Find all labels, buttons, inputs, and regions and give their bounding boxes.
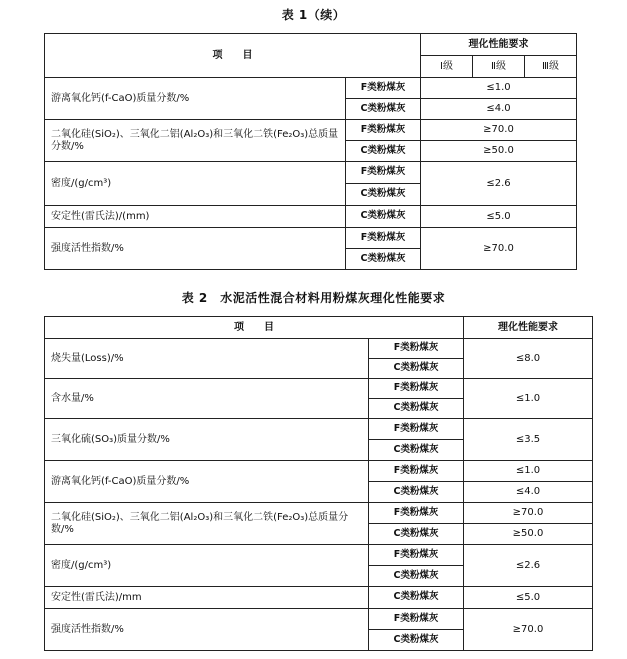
table2-class: C类粉煤灰: [369, 440, 464, 461]
table2-value: ≤3.5: [464, 419, 593, 461]
table2-class: F类粉煤灰: [369, 339, 464, 359]
table1-grade-1: Ⅰ级: [421, 56, 473, 78]
table1-item-density: 密度/(g/cm³): [45, 162, 346, 206]
table1-class: F类粉煤灰: [346, 78, 421, 99]
table1-item-fcao: 游离氧化钙(f-CaO)质量分数/%: [45, 78, 346, 120]
table2-class: F类粉煤灰: [369, 379, 464, 399]
table2-class: F类粉煤灰: [369, 461, 464, 482]
table1-class: F类粉煤灰: [346, 228, 421, 249]
table1-value: ≤5.0: [421, 206, 577, 228]
table2-value: ≤5.0: [464, 587, 593, 609]
table2-value: ≤1.0: [464, 379, 593, 419]
table2-value: ≥70.0: [464, 503, 593, 524]
table2-item-so3: 三氧化硫(SO₃)质量分数/%: [45, 419, 369, 461]
table1-class: C类粉煤灰: [346, 249, 421, 270]
table2-value: ≥70.0: [464, 609, 593, 651]
table2-class: C类粉煤灰: [369, 587, 464, 609]
table2-item-loss: 烧失量(Loss)/%: [45, 339, 369, 379]
table2-class: C类粉煤灰: [369, 524, 464, 545]
table2-item-water: 含水量/%: [45, 379, 369, 419]
table1-header-requirement: 理化性能要求: [421, 34, 577, 56]
table2-header-item: 项 目: [45, 317, 464, 339]
table1-value: ≤2.6: [421, 162, 577, 206]
table2-value: ≤8.0: [464, 339, 593, 379]
table1-value: ≥70.0: [421, 228, 577, 270]
table1-class: C类粉煤灰: [346, 99, 421, 120]
table2-value: ≤1.0: [464, 461, 593, 482]
table1-class: C类粉煤灰: [346, 184, 421, 206]
table1-item-activity-index: 强度活性指数/%: [45, 228, 346, 270]
table2-class: C类粉煤灰: [369, 359, 464, 379]
table2-class: C类粉煤灰: [369, 482, 464, 503]
table1-header-item: 项 目: [45, 34, 421, 78]
table1-caption: 表 1（续）: [281, 8, 346, 22]
table2-header-requirement: 理化性能要求: [464, 317, 593, 339]
table1-value: ≤1.0: [421, 78, 577, 99]
table2-item-density: 密度/(g/cm³): [45, 545, 369, 587]
table1-item-oxides-total: 二氧化硅(SiO₂)、三氧化二铝(Al₂O₃)和三氧化二铁(Fe₂O₃)总质量分数/%: [45, 120, 346, 162]
table2-item-fcao: 游离氧化钙(f-CaO)质量分数/%: [45, 461, 369, 503]
table2: [44, 316, 593, 651]
table1-value: ≤4.0: [421, 99, 577, 120]
table2-class: F类粉煤灰: [369, 419, 464, 440]
table1-item-soundness: 安定性(雷氏法)/(mm): [45, 206, 346, 228]
table2-item-oxides-total: 二氧化硅(SiO₂)、三氧化二铝(Al₂O₃)和三氧化二铁(Fe₂O₃)总质量分数/%: [45, 503, 369, 545]
table2-class: F类粉煤灰: [369, 503, 464, 524]
table1-class: C类粉煤灰: [346, 141, 421, 162]
table2-class: C类粉煤灰: [369, 630, 464, 651]
table1-grade-3: Ⅲ级: [525, 56, 577, 78]
table1-class: C类粉煤灰: [346, 206, 421, 228]
table2-value: ≤4.0: [464, 482, 593, 503]
table1-class: F类粉煤灰: [346, 120, 421, 141]
table2-value: ≤2.6: [464, 545, 593, 587]
table2-value: ≥50.0: [464, 524, 593, 545]
table2-class: F类粉煤灰: [369, 545, 464, 566]
table1: [44, 33, 577, 270]
table2-class: C类粉煤灰: [369, 566, 464, 587]
table1-value: ≥50.0: [421, 141, 577, 162]
table2-item-activity-index: 强度活性指数/%: [45, 609, 369, 651]
table1-class: F类粉煤灰: [346, 162, 421, 184]
table2-caption: 表 2 水泥活性混合材料用粉煤灰理化性能要求: [181, 291, 446, 305]
table2-class: C类粉煤灰: [369, 399, 464, 419]
table2-class: F类粉煤灰: [369, 609, 464, 630]
table2-item-soundness: 安定性(雷氏法)/mm: [45, 587, 369, 609]
table1-value: ≥70.0: [421, 120, 577, 141]
table1-grade-2: Ⅱ级: [473, 56, 525, 78]
